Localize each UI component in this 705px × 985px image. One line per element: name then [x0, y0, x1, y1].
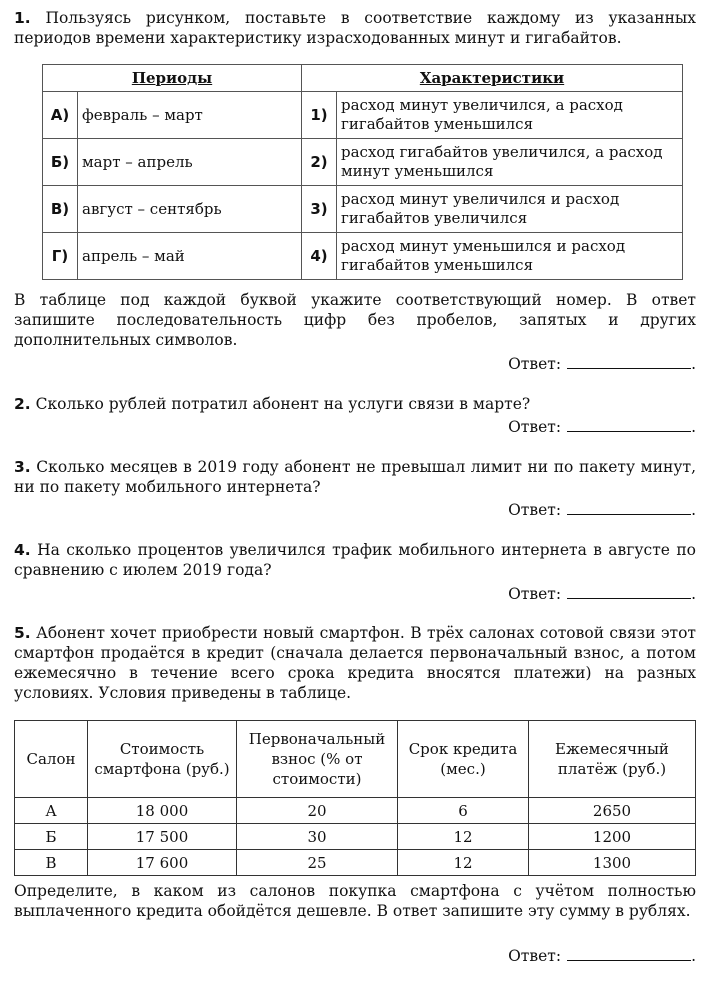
question-3	[14, 457, 696, 497]
salon-table	[14, 720, 696, 876]
answer-label: Ответ:	[508, 418, 562, 436]
cell-price: 17 600	[88, 850, 237, 876]
header-salon: Салон	[15, 721, 88, 798]
period-letter: А)	[43, 92, 78, 139]
question-number: 4.	[14, 541, 31, 559]
header-term: Срок кредита (мес.)	[398, 721, 529, 798]
header-monthly-payment: Ежемесячный платёж (руб.)	[529, 721, 696, 798]
question-number: 5.	[14, 624, 31, 642]
answer-field[interactable]	[567, 500, 691, 515]
cell-monthly: 1200	[529, 824, 696, 850]
char-text: расход минут увеличился, а расход гигабайтов уменьшился	[337, 92, 683, 139]
question-text: Сколько рублей потратил абонент на услуги связи в марте?	[35, 395, 531, 413]
table-row	[15, 850, 696, 876]
answer-field[interactable]	[567, 584, 691, 599]
table-row	[43, 139, 683, 186]
period-text: март – апрель	[78, 139, 302, 186]
table-row	[15, 798, 696, 824]
question-5-task: Определите, в каком из салонов покупка смартфона с учётом полностью выплаченного кредита обойдётся дешевле. В ответ запишите эту сумму в рублях.	[14, 882, 696, 920]
answer-4	[14, 584, 696, 604]
cell-monthly: 1300	[529, 850, 696, 876]
question-4	[14, 540, 696, 580]
char-number: 1)	[302, 92, 337, 139]
table-row	[43, 92, 683, 139]
period-text: апрель – май	[78, 233, 302, 280]
answer-label: Ответ:	[508, 355, 562, 373]
answer-field[interactable]	[567, 417, 691, 432]
header-price: Стоимость смартфона (руб.)	[88, 721, 237, 798]
answer-field[interactable]	[567, 946, 691, 961]
question-number: 2.	[14, 395, 31, 413]
answer-label: Ответ:	[508, 947, 562, 965]
question-number: 1.	[14, 9, 31, 27]
cell-salon: Б	[15, 824, 88, 850]
periods-header: Периоды	[43, 65, 302, 92]
question-text: Пользуясь рисунком, поставьте в соответствие каждому из указанных периодов времени характеристику израсходованных минут и гигабайтов.	[14, 9, 696, 47]
cell-price: 18 000	[88, 798, 237, 824]
cell-term: 12	[398, 850, 529, 876]
table-row	[43, 186, 683, 233]
answer-5	[14, 946, 696, 966]
cell-price: 17 500	[88, 824, 237, 850]
answer-field[interactable]	[567, 354, 691, 369]
table-row	[43, 233, 683, 280]
answer-period: .	[691, 355, 696, 373]
question-text: Сколько месяцев в 2019 году абонент не превышал лимит ни по пакету минут, ни по пакету мобильного интернета?	[14, 458, 696, 496]
period-text: август – сентябрь	[78, 186, 302, 233]
char-text: расход минут уменьшился и расход гигабайтов уменьшился	[337, 233, 683, 280]
cell-monthly: 2650	[529, 798, 696, 824]
cell-down-payment: 25	[237, 850, 398, 876]
question-1	[14, 8, 696, 48]
period-text: февраль – март	[78, 92, 302, 139]
question-number: 3.	[14, 458, 31, 476]
cell-term: 12	[398, 824, 529, 850]
question-text: На сколько процентов увеличился трафик мобильного интернета в августе по сравнению с июлем 2019 года?	[14, 541, 696, 579]
question-5	[14, 623, 696, 703]
header-down-payment: Первоначальный взнос (% от стоимости)	[237, 721, 398, 798]
matching-table	[42, 64, 683, 280]
answer-label: Ответ:	[508, 585, 562, 603]
answer-2	[14, 417, 696, 437]
answer-period: .	[691, 418, 696, 436]
answer-3	[14, 500, 696, 520]
answer-1	[14, 354, 696, 374]
char-number: 4)	[302, 233, 337, 280]
cell-down-payment: 20	[237, 798, 398, 824]
cell-salon: В	[15, 850, 88, 876]
cell-salon: А	[15, 798, 88, 824]
answer-label: Ответ:	[508, 501, 562, 519]
period-letter: Б)	[43, 139, 78, 186]
period-letter: В)	[43, 186, 78, 233]
answer-period: .	[691, 501, 696, 519]
cell-down-payment: 30	[237, 824, 398, 850]
characteristics-header: Характеристики	[302, 65, 683, 92]
char-number: 2)	[302, 139, 337, 186]
period-letter: Г)	[43, 233, 78, 280]
question-2	[14, 394, 696, 414]
char-number: 3)	[302, 186, 337, 233]
char-text: расход гигабайтов увеличился, а расход минут уменьшился	[337, 139, 683, 186]
char-text: расход минут увеличился и расход гигабайтов увеличился	[337, 186, 683, 233]
answer-period: .	[691, 585, 696, 603]
cell-term: 6	[398, 798, 529, 824]
answer-period: .	[691, 947, 696, 965]
question-1-instruction: В таблице под каждой буквой укажите соответствующий номер. В ответ запишите последовательность цифр без пробелов, запятых и других дополнительных символов.	[14, 291, 696, 349]
table-row	[15, 824, 696, 850]
question-text: Абонент хочет приобрести новый смартфон. В трёх салонах сотовой связи этот смартфон продаётся в кредит (сначала делается первоначальный взнос, а потом ежемесячно в течение всего срока кредита вносятся платежи) на разных условиях. Условия приведены в таблице.	[14, 624, 696, 702]
